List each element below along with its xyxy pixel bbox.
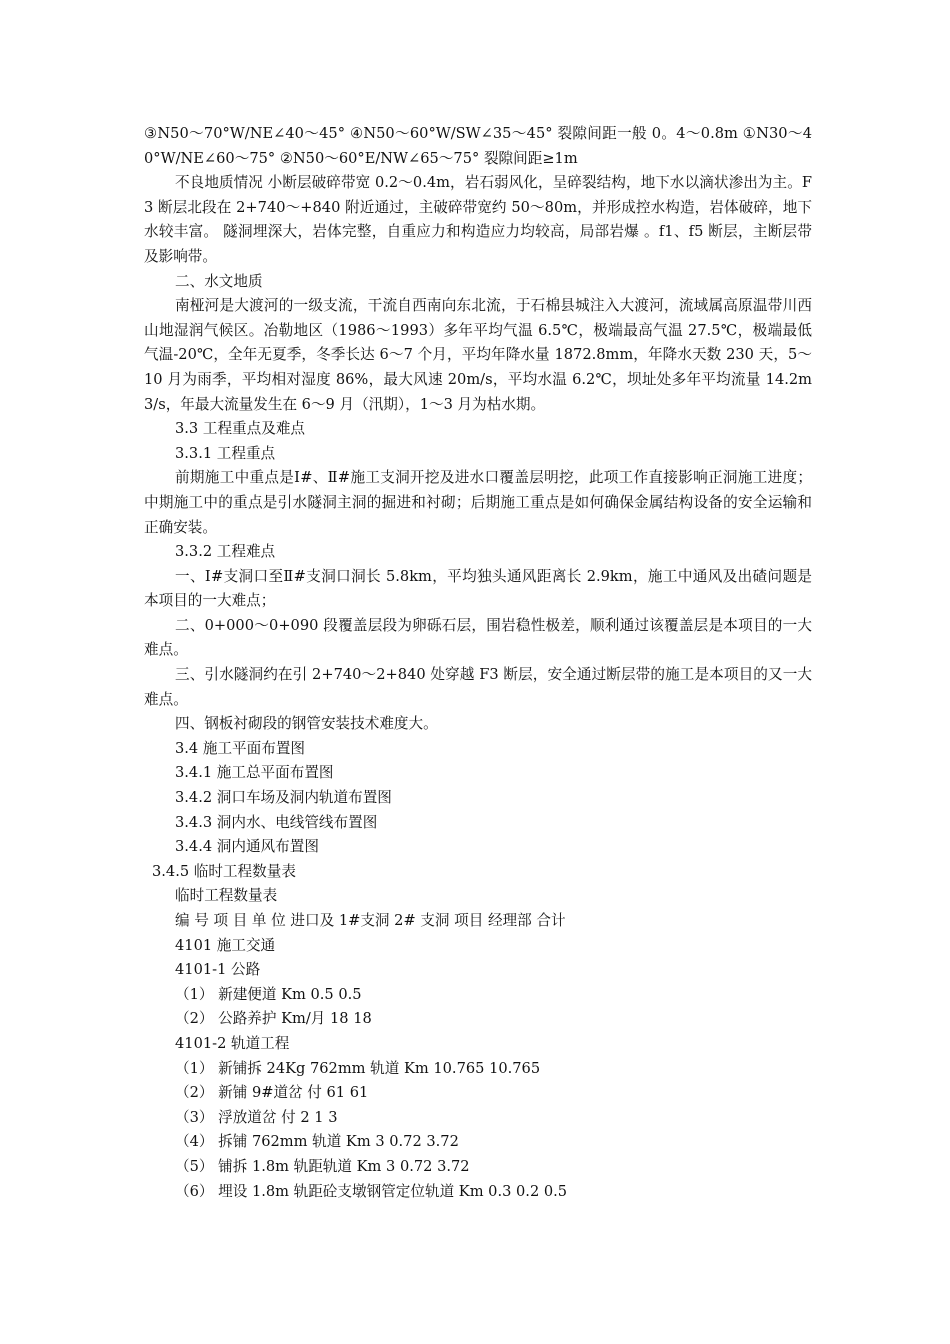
table-row-track-3: （3） 浮放道岔 付 2 1 3 [175,1108,338,1126]
section-heading-3-4-5: 3.4.5 临时工程数量表 [152,862,296,880]
table-row-track-5: （5） 铺拆 1.8m 轨距轨道 Km 3 0.72 3.72 [175,1157,470,1175]
key-points-paragraph: 前期施工中重点是Ⅰ#、Ⅱ#施工支洞开挖及进水口覆盖层明挖，此项工作直接影响正洞施工进度；中期施工中的重点是引水隧洞主洞的掘进和衬砌；后期施工重点是如何确保金属结构设备的安全运输和正确安装。 [144,469,812,536]
table-row-track-2: （2） 新铺 9#道岔 付 61 61 [175,1084,369,1102]
adverse-geology-paragraph: 不良地质情况 小断层破碎带宽 0.2～0.4m，岩石弱风化，呈碎裂结构，地下水以滴状渗出为主。F3 断层北段在 2+740～+840 附近通过，主破碎带宽约 50～80m，并形成控水构造，岩体破碎，地下水较丰富。 隧洞埋深大，岩体完整，自重应力和构造应力均较高，局部岩爆 。f1、f5 断层，主断层带及影响带。 [144,174,812,265]
table-row-track-1: （1） 新铺拆 24Kg 762mm 轨道 Km 10.765 10.765 [175,1059,541,1077]
table-row-4101-2: 4101-2 轨道工程 [175,1034,290,1052]
difficulty-3-paragraph: 三、引水隧洞约在引 2+740～2+840 处穿越 F3 断层，安全通过断层带的施工是本项目的又一大难点。 [144,666,812,708]
section-heading-3-3-1: 3.3.1 工程重点 [175,444,276,462]
section-heading-hydrogeology: 二、水文地质 [175,272,263,290]
difficulty-4-line: 四、钢板衬砌段的钢管安装技术难度大。 [175,715,438,733]
document-body [144,122,812,1204]
joint-orientation-paragraph: ③N50～70°W/NE∠40～45° ④N50～60°W/SW∠35～45° 裂隙间距一般 0。4～0.8m ①N30～40°W/NE∠60～75° ②N50～60°E/NW∠65～75° 裂隙间距≥1m [144,125,812,167]
section-heading-3-4: 3.4 施工平面布置图 [175,739,306,757]
table-row-road-1: （1） 新建便道 Km 0.5 0.5 [175,985,362,1003]
table-row-road-2: （2） 公路养护 Km/月 18 18 [175,1010,372,1028]
difficulty-2-paragraph: 二、0+000～0+090 段覆盖层段为卵砾石层，围岩稳性极差，顺利通过该覆盖层是本项目的一大难点。 [144,616,812,659]
table-row-4101-1: 4101-1 公路 [175,961,261,979]
table-row-track-6: （6） 埋设 1.8m 轨距砼支墩钢管定位轨道 Km 0.3 0.2 0.5 [175,1182,568,1200]
table-row-4101: 4101 施工交通 [175,936,276,954]
difficulty-1-paragraph: 一、Ⅰ#支洞口至Ⅱ#支洞口洞长 5.8km，平均独头通风距离长 2.9km，施工中通风及出碴问题是本项目的一大难点； [144,567,812,610]
table-header-row: 编 号 项 目 单 位 进口及 1#支洞 2# 支洞 项目 经理部 合计 [175,912,566,929]
section-heading-3-3: 3.3 工程重点及难点 [175,420,306,438]
section-heading-3-4-2: 3.4.2 洞口车场及洞内轨道布置图 [175,789,392,807]
section-heading-3-3-2: 3.3.2 工程难点 [175,543,276,561]
section-heading-3-4-1: 3.4.1 施工总平面布置图 [175,764,334,782]
table-row-track-4: （4） 拆铺 762mm 轨道 Km 3 0.72 3.72 [175,1133,459,1151]
hydrology-paragraph: 南桠河是大渡河的一级支流，干流自西南向东北流，于石棉县城注入大渡河，流域属高原温带川西山地湿润气候区。冶勒地区（1986～1993）多年平均气温 6.5℃，极端最高气温 27.5℃，极端最低气温-20℃，全年无夏季，冬季长达 6～7 个月，平均年降水量 1872.8mm，年降水天数 230 天，5～10 月为雨季，平均相对湿度 86%，最大风速 20m/s，平均水温 6.2℃，坝址处多年平均流量 14.2m3/s，年最大流量发生在 6～9 月（汛期），1～3 月为枯水期。 [144,297,812,413]
section-heading-3-4-4: 3.4.4 洞内通风布置图 [175,838,319,856]
table-title: 临时工程数量表 [175,887,278,905]
section-heading-3-4-3: 3.4.3 洞内水、电线管线布置图 [175,813,378,831]
